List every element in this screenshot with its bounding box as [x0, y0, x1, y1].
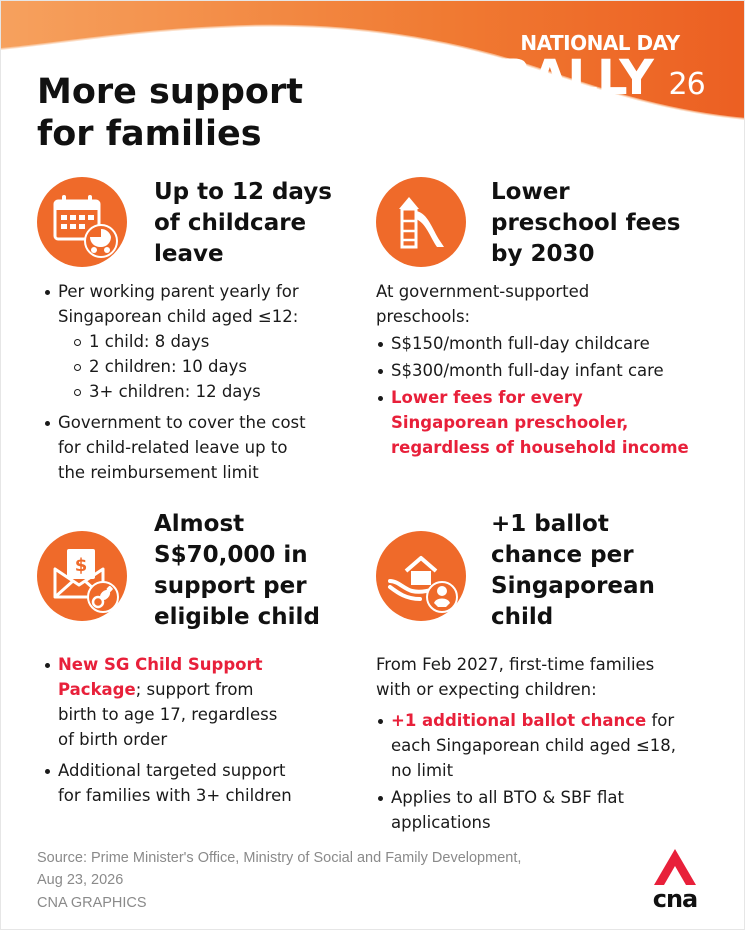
- title-line-2: for families: [37, 114, 262, 154]
- text-line: Singaporean child aged ≤12:: [58, 307, 299, 326]
- text-line: Singaporean preschooler,: [391, 413, 629, 432]
- text-line: Government to cover the cost: [58, 413, 306, 432]
- text-line: for child-related leave up to: [58, 438, 288, 457]
- preschool-fees-details: [376, 279, 721, 460]
- logo-text: cna: [652, 885, 698, 913]
- text-line: the reimbursement limit: [58, 463, 259, 482]
- text-line: for families with 3+ children: [58, 786, 292, 805]
- heading-line: Almost: [154, 511, 245, 537]
- sub-list-item: 3+ children: 12 days: [43, 379, 363, 404]
- page-title: [37, 71, 303, 155]
- text-line: with or expecting children:: [376, 680, 597, 699]
- text-line: birth to age 17, regardless: [58, 705, 278, 724]
- sub-list-item: 1 child: 8 days: [43, 329, 363, 354]
- badge-number: 26: [668, 67, 705, 102]
- source-note: [37, 847, 521, 891]
- credit-text: CNA GRAPHICS: [37, 895, 147, 911]
- text-line: regardless of household income: [391, 438, 689, 457]
- national-day-rally-badge: [490, 31, 710, 108]
- badge-national-day: NATIONAL DAY: [520, 31, 680, 55]
- badge-rally: [490, 50, 710, 108]
- source-line: Source: Prime Minister's Office, Ministry of Social and Family Development,: [37, 850, 522, 866]
- list-item: S$300/month full-day infant care: [376, 358, 721, 383]
- heading-line: child: [491, 604, 554, 630]
- heading-line: preschool fees: [491, 210, 681, 236]
- list-item: [376, 785, 726, 835]
- text-line: Lower fees for every: [391, 388, 583, 407]
- list-item: [43, 279, 363, 329]
- text-line: applications: [391, 813, 491, 832]
- playground-slide-icon: [376, 177, 466, 267]
- svg-text:$: $: [74, 555, 88, 576]
- heading-line: S$70,000 in: [154, 542, 308, 568]
- childcare-leave-details: [43, 279, 363, 485]
- source-line: Aug 23, 2026: [37, 872, 124, 888]
- text-line: From Feb 2027, first-time families: [376, 655, 655, 674]
- preschool-fees-heading: [491, 177, 681, 270]
- cna-logo: [646, 849, 704, 911]
- text-line: for: [646, 711, 675, 730]
- childcare-leave-heading: [154, 177, 332, 270]
- highlight-text: Package: [58, 680, 136, 699]
- heading-line: support per: [154, 573, 307, 599]
- list-item: [43, 758, 363, 808]
- heading-line: Singaporean: [491, 573, 655, 599]
- text-line: preschools:: [376, 307, 471, 326]
- text-line: of birth order: [58, 730, 168, 749]
- list-item-highlight: [376, 385, 721, 460]
- list-item: [376, 708, 726, 783]
- child-support-details: [43, 652, 363, 808]
- intro-text: [376, 279, 721, 329]
- text-line: no limit: [391, 761, 454, 780]
- text-line: Per working parent yearly for: [58, 282, 299, 301]
- heading-line: of childcare: [154, 210, 307, 236]
- calendar-stroller-icon: [37, 177, 127, 267]
- ballot-details: [376, 652, 726, 835]
- ballot-heading: [491, 509, 655, 633]
- heading-line: +1 ballot: [491, 511, 609, 537]
- badge-rally-text: RALLY: [495, 50, 653, 106]
- title-line-1: More support: [37, 72, 303, 112]
- text-line: each Singaporean child aged ≤18,: [391, 736, 677, 755]
- child-support-heading: [154, 509, 320, 633]
- list-item: [43, 410, 363, 485]
- text-line: ; support from: [135, 680, 254, 699]
- heading-line: leave: [154, 241, 224, 267]
- list-item: [43, 652, 363, 752]
- money-envelope-pacifier-icon: [37, 531, 127, 621]
- text-line: Additional targeted support: [58, 761, 286, 780]
- heading-line: chance per: [491, 542, 634, 568]
- intro-text: [376, 652, 726, 702]
- text-line: At government-supported: [376, 282, 590, 301]
- heading-line: by 2030: [491, 241, 595, 267]
- heading-line: Up to 12 days: [154, 179, 332, 205]
- heading-line: Lower: [491, 179, 570, 205]
- highlight-text: New SG Child Support: [58, 655, 263, 674]
- list-item: S$150/month full-day childcare: [376, 331, 721, 356]
- sub-list-item: 2 children: 10 days: [43, 354, 363, 379]
- text-line: Applies to all BTO & SBF flat: [391, 788, 624, 807]
- house-hand-baby-icon: [376, 531, 466, 621]
- highlight-text: +1 additional ballot chance: [391, 711, 647, 730]
- heading-line: eligible child: [154, 604, 320, 630]
